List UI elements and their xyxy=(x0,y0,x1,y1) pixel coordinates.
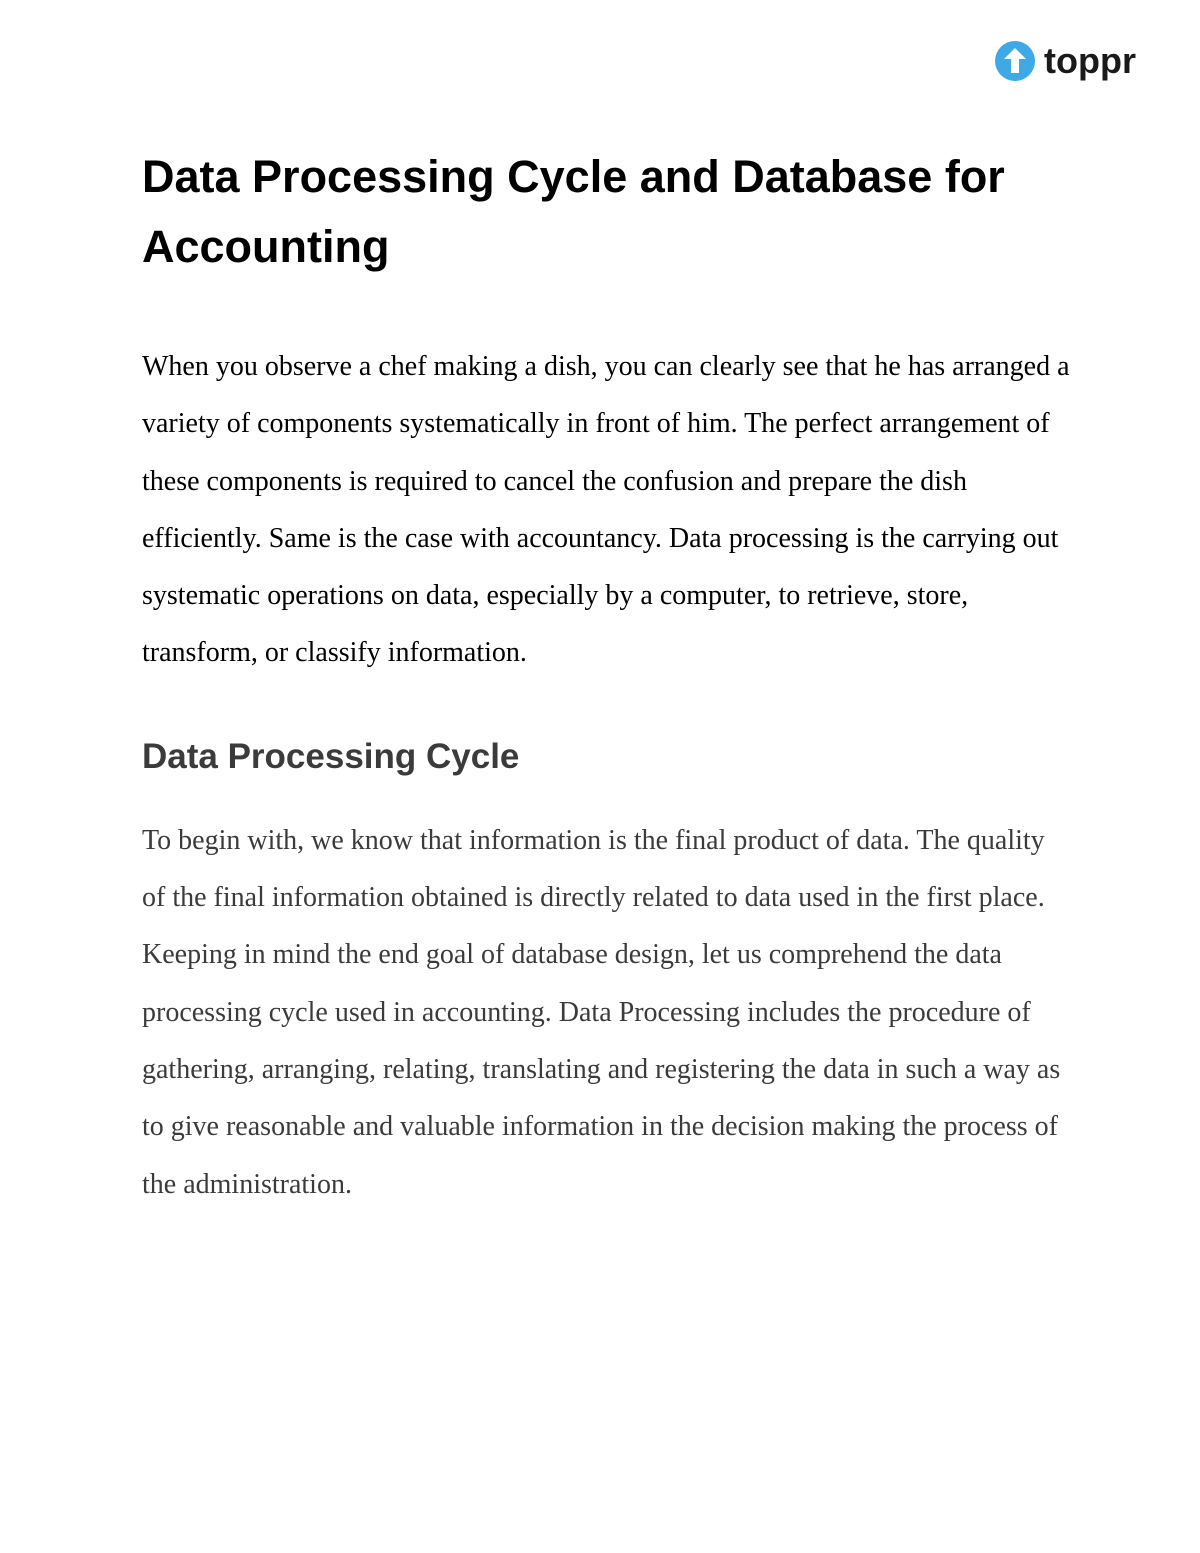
document-content xyxy=(142,142,1072,1213)
document-title: Data Processing Cycle and Database for Accounting xyxy=(142,151,1005,272)
intro-paragraph: When you observe a chef making a dish, you can clearly see that he has arranged a variety of components systematically in front of him. The perfect arrangement of these components is required to cancel the confusion and prepare the dish efficiently. Same is the case with accountancy. Data processing is the carrying out systematic operations on data, especially by a computer, to retrieve, store, transform, or classify information. xyxy=(142,351,1070,669)
section-heading: Data Processing Cycle xyxy=(142,736,520,776)
up-arrow-circle-icon xyxy=(994,40,1036,82)
toppr-logo xyxy=(994,40,1136,82)
section-paragraph: To begin with, we know that information is the final product of data. The quality of the final information obtained is directly related to data used in the first place. Keeping in mind the end goal of database design, let us comprehend the data processing cycle used in accounting. Data Processing includes the procedure of gathering, arranging, relating, translating and registering the data in such a way as to give reasonable and valuable information in the decision making the process of the administration. xyxy=(142,824,1061,1200)
brand-name: toppr xyxy=(1044,40,1136,81)
